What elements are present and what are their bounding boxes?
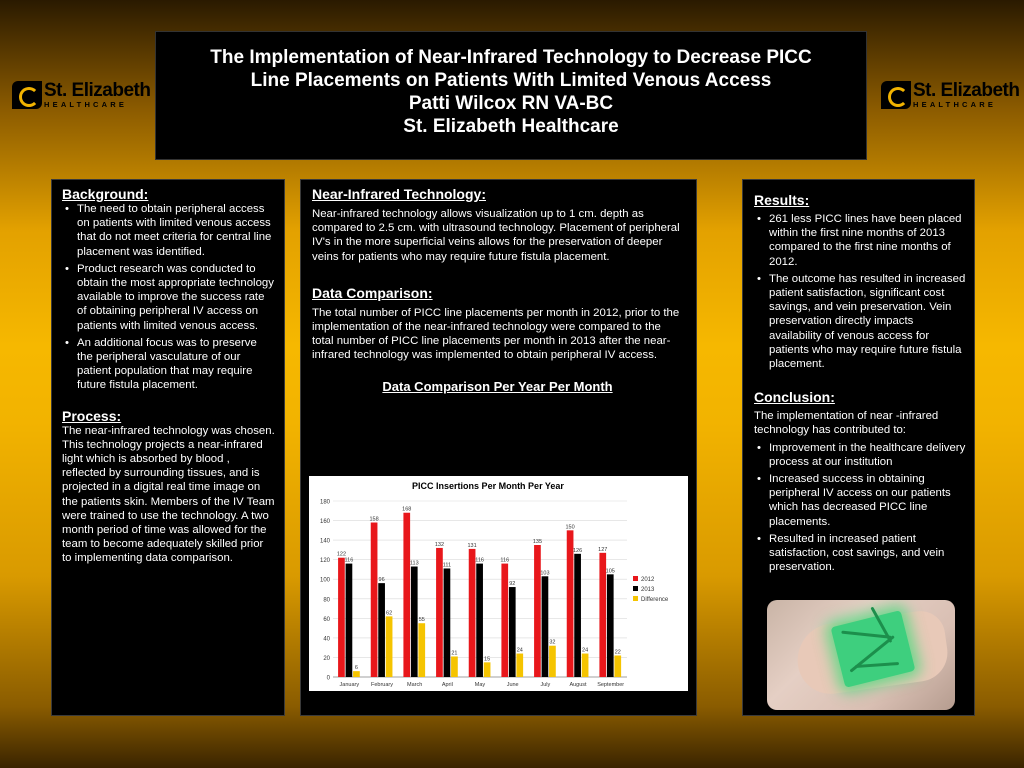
legend-label: Difference bbox=[641, 597, 669, 603]
y-tick-label: 80 bbox=[323, 597, 330, 604]
legend-label: 2013 bbox=[641, 587, 655, 593]
y-tick-label: 20 bbox=[323, 655, 330, 662]
conclusion-intro: The implementation of near -infrared technology has contributed to: bbox=[754, 410, 939, 437]
data-label: 22 bbox=[614, 649, 621, 656]
bar bbox=[378, 583, 385, 677]
logo-name: St. Elizabeth bbox=[44, 80, 151, 102]
data-label: 6 bbox=[354, 665, 358, 672]
nir-text: Near-infrared technology allows visualization up to 1 cm. depth as compared to 2.5 cm. with ultrasound technology. Placement of peripheral IV's in the more superficial veins allows for the preservation of deeper veins for patients who may require future fistula placement. bbox=[312, 208, 680, 263]
y-tick-label: 120 bbox=[319, 558, 330, 565]
data-label: 127 bbox=[598, 546, 608, 553]
logo-mark-icon bbox=[12, 81, 42, 109]
logo-mark-icon bbox=[881, 81, 911, 109]
data-label: 126 bbox=[573, 547, 583, 554]
background-bullet: • The need to obtain peripheral access on patients with limited venous access that do not meet criteria for central line placement was identified. bbox=[62, 202, 275, 259]
x-tick-label: May bbox=[474, 682, 486, 688]
bar bbox=[469, 549, 476, 677]
legend-swatch bbox=[633, 586, 638, 591]
bar bbox=[346, 564, 353, 677]
background-bullet: • An additional focus was to preserve the peripheral vasculature of our patient population that may require future fistula placement. bbox=[62, 336, 275, 393]
process-text: The near-infrared technology was chosen. This technology projects a near-infrared light which is absorbed by blood , reflected by surrounding tissues, and is projected in a digital real time image on the patients skin. Members of the IV Team were trained to use the technology. A two month period of time was allowed for the team to become adequately skilled prior to implementing data comparison. bbox=[62, 424, 275, 565]
vein-illumination-photo bbox=[767, 600, 955, 710]
logo-subtitle: HEALTHCARE bbox=[913, 100, 997, 110]
data-label: 113 bbox=[409, 560, 419, 567]
title-banner bbox=[155, 31, 867, 160]
x-tick-label: April bbox=[441, 682, 453, 688]
data-label: 24 bbox=[516, 647, 523, 654]
chart-heading: Data Comparison Per Year Per Month bbox=[382, 378, 613, 394]
bar bbox=[574, 554, 581, 677]
data-label: 135 bbox=[532, 539, 543, 545]
y-tick-label: 40 bbox=[323, 636, 330, 643]
x-tick-label: March bbox=[407, 682, 423, 688]
results-bullet: • 261 less PICC lines have been placed within the first nine months of 2013 compared to the first nine months of 2012. bbox=[754, 212, 966, 269]
author: Patti Wilcox RN VA-BC bbox=[408, 93, 614, 114]
y-tick-label: 180 bbox=[319, 499, 330, 506]
chart-title: PICC Insertions Per Month Per Year bbox=[412, 481, 564, 491]
bar bbox=[607, 574, 614, 677]
x-tick-label: August bbox=[569, 682, 587, 688]
x-tick-label: February bbox=[370, 682, 394, 688]
chart-container bbox=[309, 476, 688, 691]
data-label: 55 bbox=[418, 617, 425, 624]
data-label: 150 bbox=[565, 524, 575, 531]
bar bbox=[509, 587, 516, 677]
logo-right bbox=[881, 78, 1019, 112]
data-label: 168 bbox=[402, 506, 412, 513]
bar bbox=[476, 564, 483, 677]
logo-left bbox=[12, 78, 150, 112]
x-tick-label: January bbox=[339, 682, 360, 688]
x-tick-label: July bbox=[540, 682, 551, 688]
bar bbox=[403, 513, 410, 677]
bar bbox=[516, 654, 523, 677]
bar bbox=[418, 623, 425, 677]
results-bullet: • The outcome has resulted in increased patient satisfaction, significant cost savings, and vein preservation. Vein preservation directly impacts availability of venous access for patients who may require future fistula placement. bbox=[754, 272, 966, 371]
logo-subtitle: HEALTHCARE bbox=[44, 100, 128, 110]
logo-name: St. Elizabeth bbox=[913, 80, 1020, 102]
institution: St. Elizabeth Healthcare bbox=[403, 116, 619, 137]
data-label: 103 bbox=[540, 570, 550, 577]
background-bullet: • Product research was conducted to obtain the most appropriate technology available to improve the success rate of obtaining peripheral IV access on patients with limited venous access. bbox=[62, 262, 275, 333]
nir-heading: Near-Infrared Technology: bbox=[312, 186, 486, 202]
bar bbox=[411, 567, 418, 677]
conclusion-bullet: • Increased success in obtaining peripheral IV access on our patients which has decreased PICC line placements. bbox=[754, 472, 966, 529]
data-label: 111 bbox=[442, 562, 452, 569]
y-tick-label: 140 bbox=[319, 538, 330, 545]
conclusion-heading: Conclusion: bbox=[754, 389, 835, 406]
background-list bbox=[62, 202, 275, 393]
legend-swatch bbox=[633, 596, 638, 601]
data-label: 132 bbox=[434, 541, 445, 548]
data-label: 32 bbox=[549, 639, 556, 646]
bar bbox=[614, 655, 621, 677]
results-list bbox=[754, 212, 966, 371]
conclusion-list bbox=[754, 441, 966, 575]
data-label: 15 bbox=[484, 656, 491, 663]
data-label: 116 bbox=[500, 557, 510, 564]
y-tick-label: 100 bbox=[319, 577, 330, 584]
bar bbox=[386, 616, 393, 677]
bar bbox=[501, 564, 508, 677]
data-label: 62 bbox=[386, 610, 393, 617]
left-panel bbox=[51, 179, 285, 716]
bar bbox=[542, 576, 549, 677]
y-tick-label: 160 bbox=[319, 519, 330, 526]
bar bbox=[549, 646, 556, 677]
data-label: 116 bbox=[344, 557, 354, 564]
background-heading: Background: bbox=[62, 186, 149, 202]
bar bbox=[371, 523, 378, 677]
legend-label: 2012 bbox=[641, 577, 655, 583]
bar bbox=[484, 662, 491, 677]
conclusion-bullet: • Improvement in the healthcare delivery process at our institution bbox=[754, 441, 966, 469]
bar bbox=[451, 656, 458, 677]
middle-panel bbox=[300, 179, 697, 716]
conclusion-bullet: • Resulted in increased patient satisfaction, cost savings, and vein preservation. bbox=[754, 532, 966, 575]
data-label: 116 bbox=[475, 557, 484, 564]
bar bbox=[338, 558, 345, 677]
data-label: 21 bbox=[451, 650, 458, 657]
data-label: 24 bbox=[582, 647, 589, 654]
bar bbox=[353, 671, 360, 677]
data-label: 105 bbox=[605, 568, 615, 575]
picc-bar-chart bbox=[309, 476, 688, 691]
bar bbox=[582, 654, 589, 677]
poster-title-line-2: Line Placements on Patients With Limited Venous Access bbox=[250, 70, 772, 91]
process-heading: Process: bbox=[62, 407, 122, 424]
data-label: 131 bbox=[467, 542, 477, 549]
poster-title-line-1: The Implementation of Near-Infrared Technology to Decrease PICC bbox=[210, 47, 812, 68]
data-label: 122 bbox=[336, 551, 347, 558]
data-label: 92 bbox=[509, 581, 516, 588]
data-label: 96 bbox=[378, 577, 385, 584]
legend-swatch bbox=[633, 576, 638, 581]
x-tick-label: June bbox=[506, 682, 519, 688]
bar bbox=[534, 545, 541, 677]
results-heading: Results: bbox=[754, 192, 810, 208]
data-label: 158 bbox=[369, 516, 379, 523]
data-comparison-text: The total number of PICC line placements per month in 2012, prior to the implementation of the near-infrared technology were compared to the total number of PICC line placements per month in 2013 after the near-infrared technology was implemented to obtain peripheral IV access. bbox=[312, 306, 680, 362]
x-tick-label: September bbox=[597, 682, 625, 688]
bar bbox=[444, 568, 451, 677]
y-tick-label: 0 bbox=[326, 675, 330, 682]
y-tick-label: 60 bbox=[323, 616, 330, 623]
data-comparison-heading: Data Comparison: bbox=[312, 284, 433, 301]
